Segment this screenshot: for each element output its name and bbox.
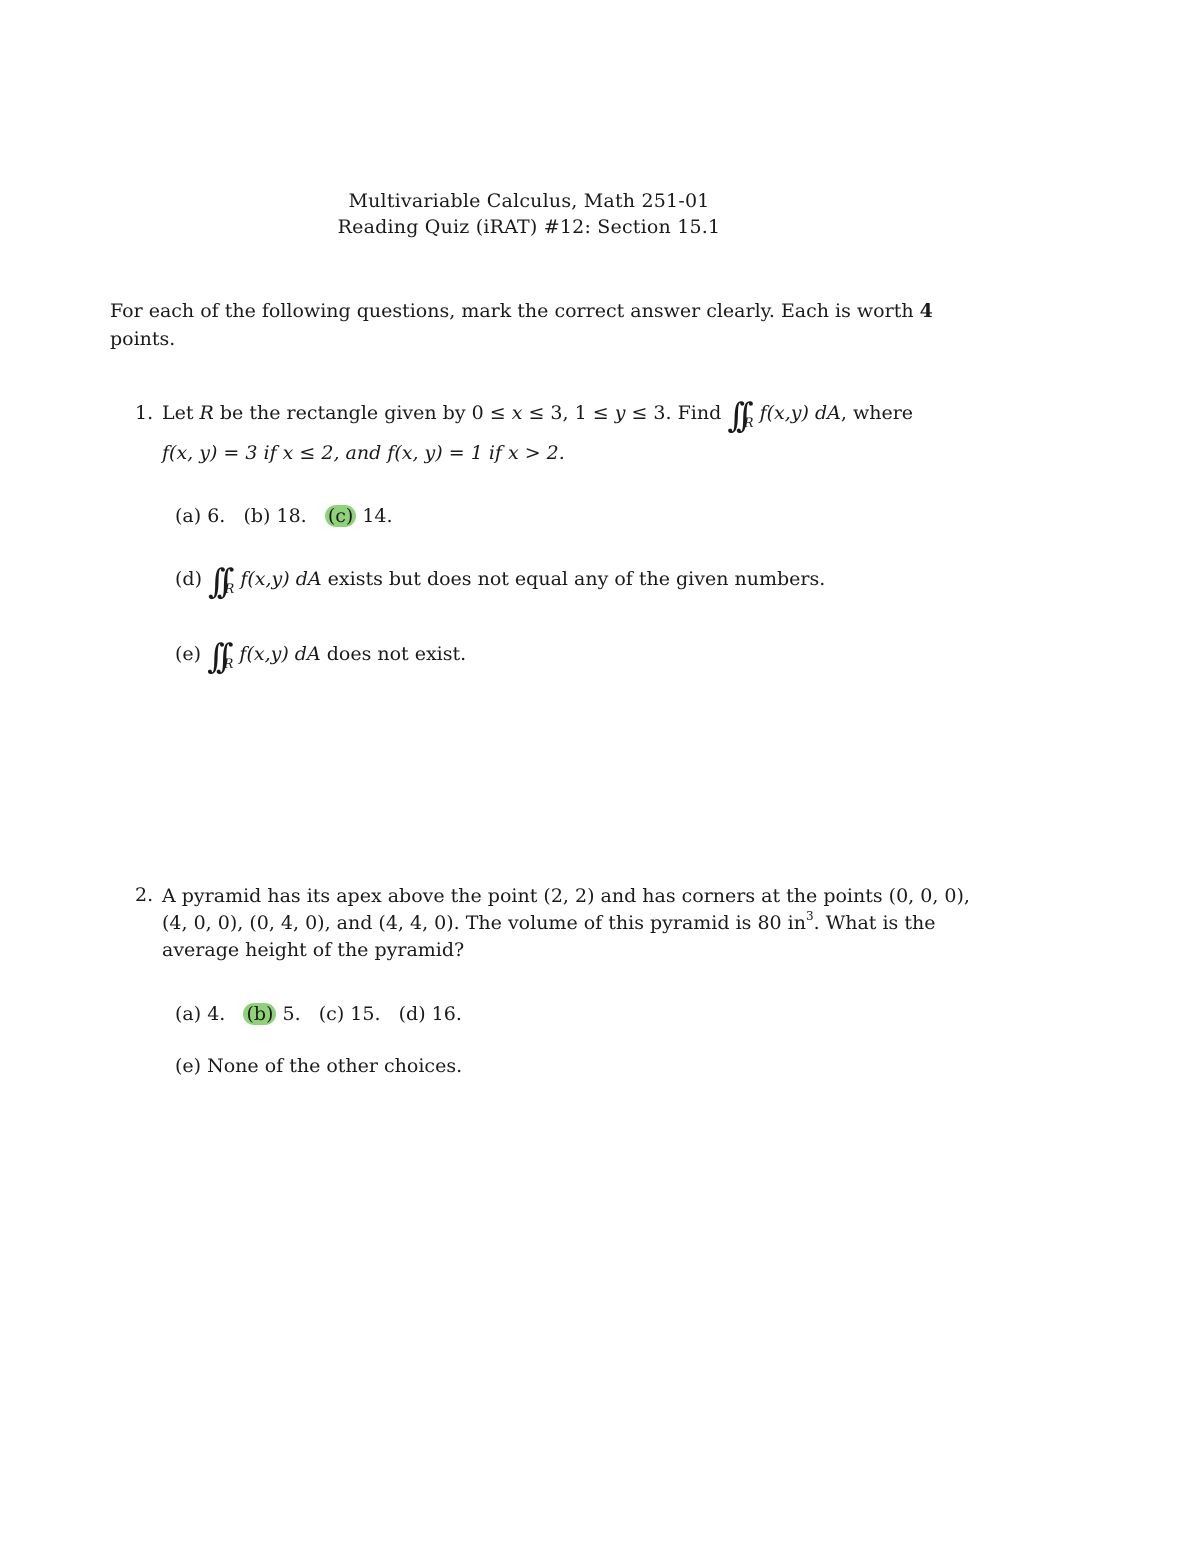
points-value: 4 (919, 300, 933, 322)
q2-choices-abcd: (a) 4. (b) 5. (c) 15. (d) 16. (175, 1003, 462, 1025)
double-integral-icon: ∫∫ (207, 637, 225, 677)
q1-choice-e[interactable]: (e) $\int\int_R$ f(x,y) dA does not exist. (175, 637, 467, 677)
double-integral-icon: ∫∫ (727, 396, 745, 436)
q2-choice-e[interactable]: (e) None of the other choices. (175, 1055, 463, 1077)
quiz-title: Reading Quiz (iRAT) #12: Section 15.1 (337, 216, 721, 238)
question-2-line-1: A pyramid has its apex above the point (2, 2) and has corners at the points (0, 0, 0), (162, 885, 970, 907)
q2-choice-c[interactable]: (c) 15. (318, 1003, 381, 1025)
q1-choice-d[interactable]: (d) $\int\int_R$ f(x,y) dA exists but does not equal any of the given numbers. (175, 562, 826, 602)
q2-choice-a[interactable]: (a) 4. (175, 1003, 226, 1025)
q1-choice-c-highlight[interactable]: (c) (325, 505, 356, 527)
q2-choice-d[interactable]: (d) 16. (398, 1003, 462, 1025)
question-1-number: 1. (135, 402, 154, 424)
q2-choice-b-highlight[interactable]: (b) (243, 1003, 276, 1025)
instructions: For each of the following questions, mark the correct answer clearly. Each is worth 4 points. (110, 300, 933, 350)
question-1-line-2: f(x, y) = 3 if x ≤ 2, and f(x, y) = 1 if x > 2. (162, 442, 565, 464)
question-1-line-1: Let R be the rectangle given by 0 ≤ x ≤ 3, 1 ≤ y ≤ 3. Find $\int\int_R$ f(x,y) dA, where (162, 396, 914, 436)
double-integral-icon: ∫∫ (208, 562, 226, 602)
question-2-line-3: average height of the pyramid? (162, 939, 465, 961)
q1-choice-a[interactable]: (a) 6. (175, 505, 226, 527)
q1-choices-abc: (a) 6. (b) 18. (c) 14. (175, 505, 393, 527)
question-2-line-2: (4, 0, 0), (0, 4, 0), and (4, 4, 0). The volume of this pyramid is 80 $in^3$. What is the (162, 909, 936, 934)
q1-choice-b[interactable]: (b) 18. (243, 505, 307, 527)
question-2-number: 2. (135, 884, 154, 906)
course-title: Multivariable Calculus, Math 251-01 (348, 190, 710, 212)
